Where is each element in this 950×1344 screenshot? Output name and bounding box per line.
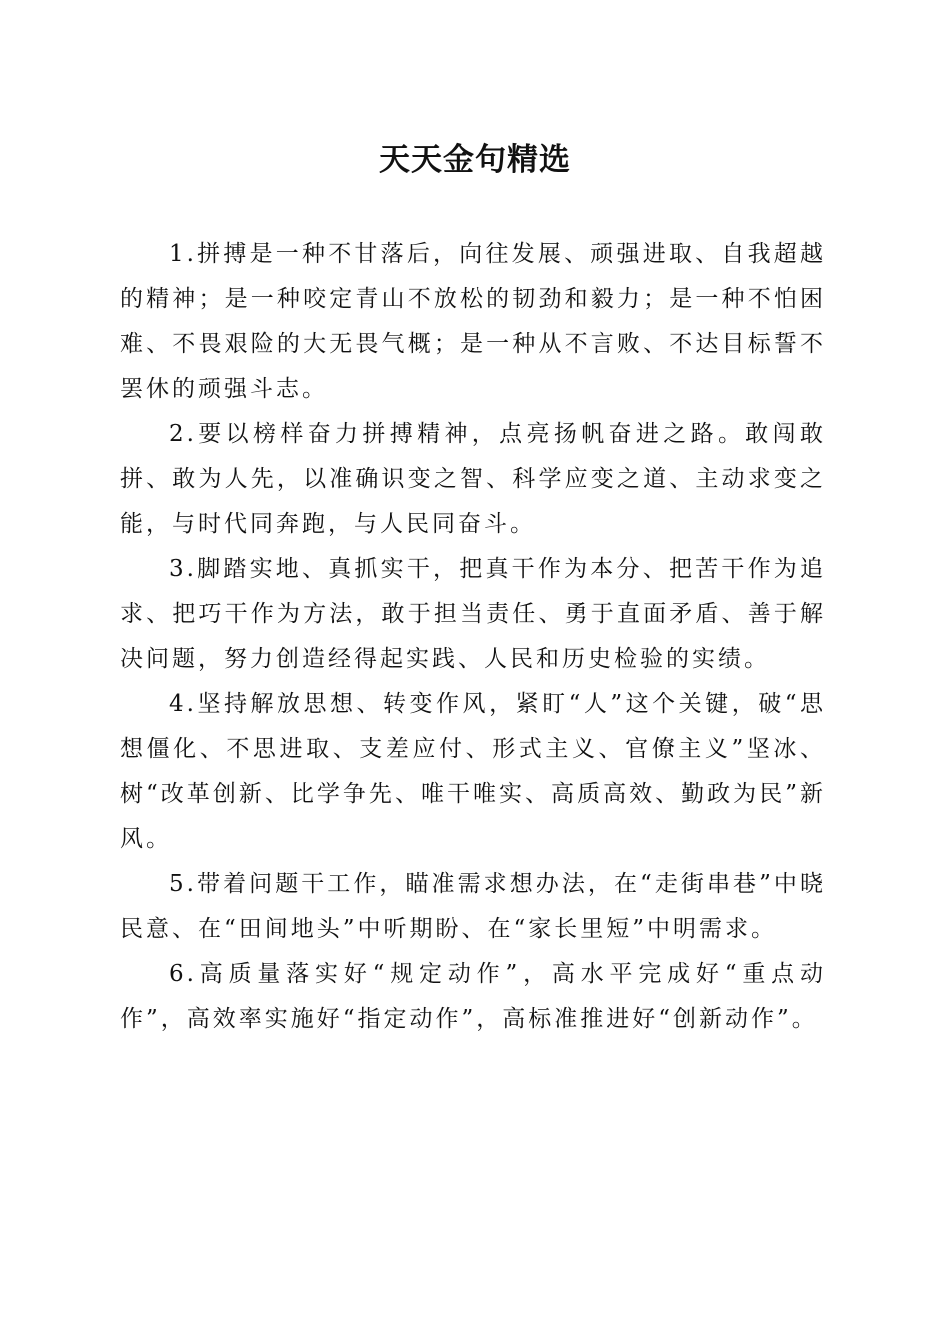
page-title: 天天金句精选 — [379, 142, 571, 178]
paragraph-1: 1.拼搏是一种不甘落后，向往发展、顽强进取、自我超越的精神；是一种咬定青山不放松的韧劲和毅力；是一种不怕困难、不畏艰险的大无畏气概；是一种从不言败、不达目标誓不罢休的顽强斗志。 — [120, 241, 826, 402]
paragraph-6: 6.高质量落实好“规定动作”，高水平完成好“重点动作”，高效率实施好“指定动作”，高标准推进好“创新动作”。 — [120, 961, 826, 1032]
paragraph-4: 4.坚持解放思想、转变作风，紧盯“人”这个关键，破“思想僵化、不思进取、支差应付、形式主义、官僚主义”坚冰、树“改革创新、比学争先、唯干唯实、高质高效、勤政为民”新风。 — [120, 691, 826, 852]
paragraph-3: 3.脚踏实地、真抓实干，把真干作为本分、把苦干作为追求、把巧干作为方法，敢于担当责任、勇于直面矛盾、善于解决问题，努力创造经得起实践、人民和历史检验的实绩。 — [120, 556, 826, 672]
paragraph-5: 5.带着问题干工作，瞄准需求想办法，在“走街串巷”中晓民意、在“田间地头”中听期盼、在“家长里短”中明需求。 — [120, 871, 826, 942]
paragraph-2: 2.要以榜样奋力拼搏精神，点亮扬帆奋进之路。敢闯敢拼、敢为人先，以准确识变之智、科学应变之道、主动求变之能，与时代同奔跑，与人民同奋斗。 — [120, 421, 826, 537]
document-body — [120, 232, 826, 1042]
